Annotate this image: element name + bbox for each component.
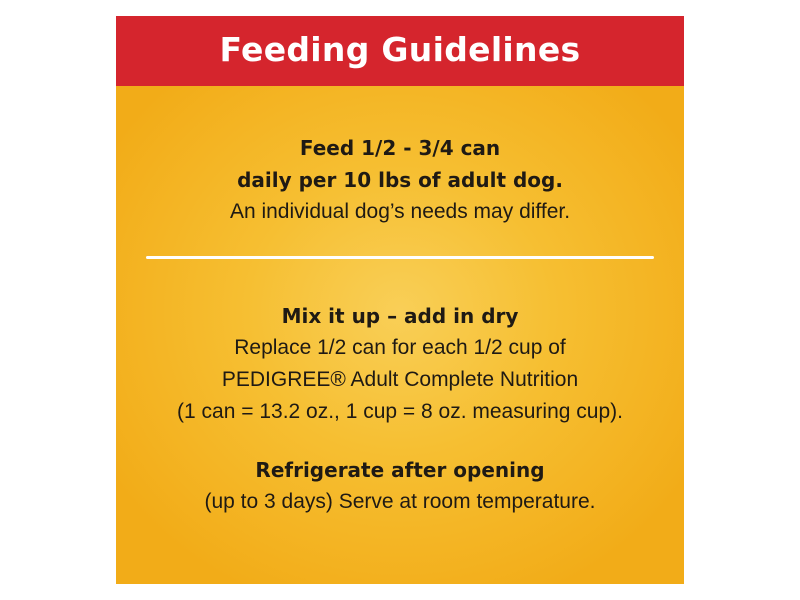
feeding-amount-line-1: Feed 1/2 - 3/4 can: [299, 136, 501, 160]
feeding-amount-section: [116, 132, 684, 228]
storage-line-1: (up to 3 days) Serve at room temperature.: [204, 490, 596, 513]
mix-dry-heading: Mix it up – add in dry: [281, 304, 519, 328]
feeding-note: An individual dog’s needs may differ.: [229, 200, 571, 223]
feeding-amount-line-2: daily per 10 lbs of adult dog.: [237, 168, 563, 192]
mix-dry-line-2: PEDIGREE® Adult Complete Nutrition: [221, 368, 579, 391]
header-banner: [116, 16, 684, 86]
page-title: Feeding Guidelines: [219, 29, 581, 69]
mix-dry-section: [116, 300, 684, 428]
mix-dry-line-3: (1 can = 13.2 oz., 1 cup = 8 oz. measuring cup).: [177, 400, 623, 423]
section-divider: [146, 256, 654, 259]
storage-heading: Refrigerate after opening: [255, 458, 545, 482]
feeding-guidelines-panel: [116, 16, 684, 584]
storage-section: [116, 454, 684, 518]
mix-dry-line-1: Replace 1/2 can for each 1/2 cup of: [234, 336, 566, 359]
